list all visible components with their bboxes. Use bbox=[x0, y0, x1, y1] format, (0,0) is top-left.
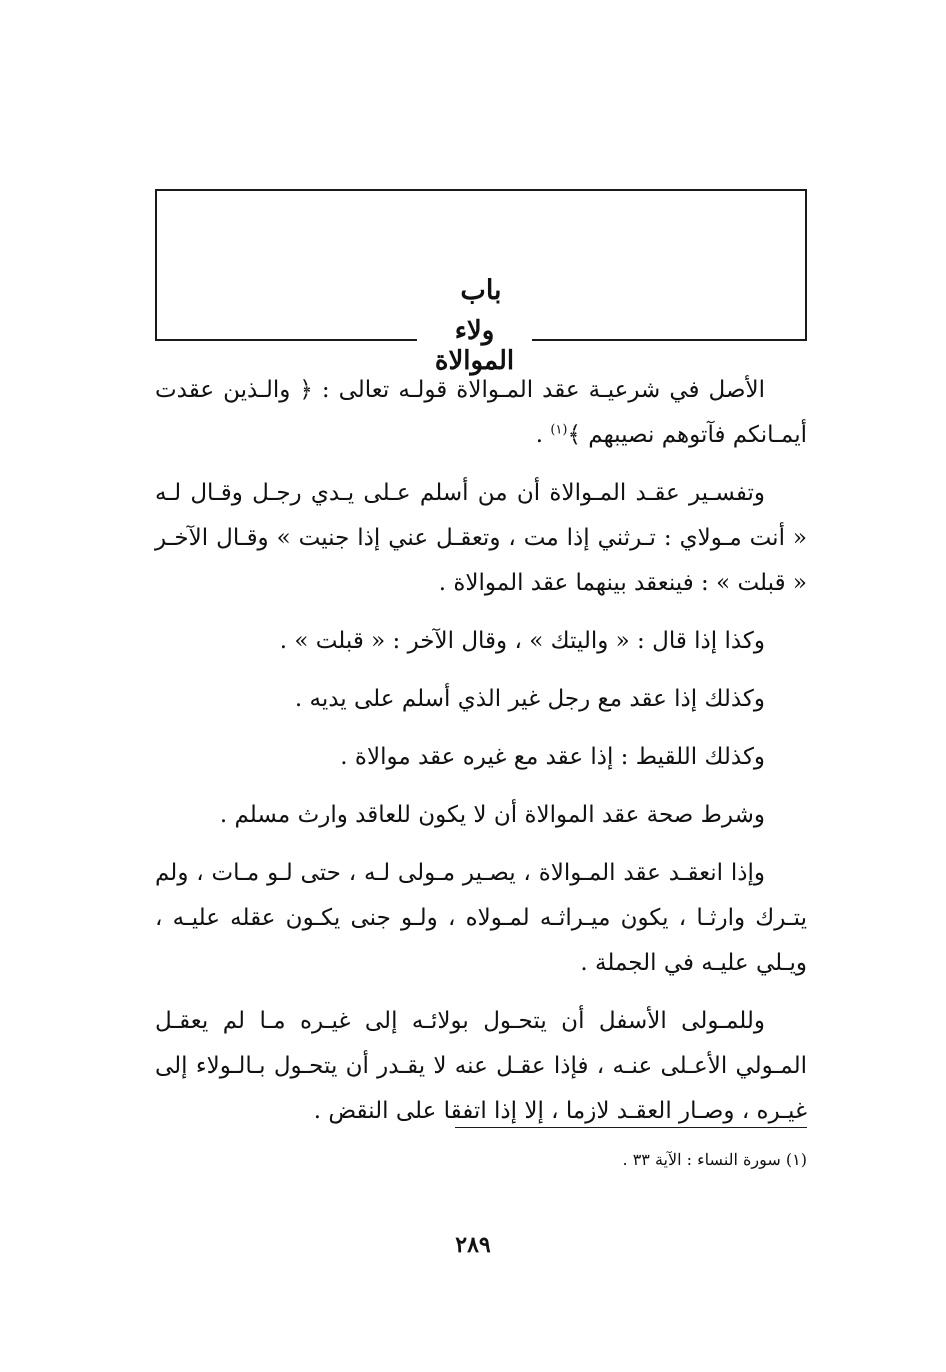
paragraph-text: الأصل في شرعيـة عقد المـوالاة قولـه تعالى : ﴿ والـذين عقدت أيمـانكم فآتوهم نصيبهم ﴾ bbox=[155, 377, 807, 448]
chapter-title: ولاء الموالاة bbox=[434, 316, 515, 376]
body-text bbox=[155, 368, 807, 1147]
paragraph: وكذلك إذا عقد مع رجل غير الذي أسلم على يديه . bbox=[294, 686, 765, 712]
paragraph: وإذا انعقـد عقد المـوالاة ، يصـير مـولى لـه ، حتى لـو مـات ، ولم يتـرك وارثـا ، يكون ميـراثـه لمـولاه ، ولـو جنى يكـون عقله عليـه ، ويـلي عليـه في الجملة . bbox=[155, 860, 807, 976]
paragraph: وكذلك اللقيط : إذا عقد مع غيره عقد موالاة . bbox=[340, 744, 765, 770]
chapter-label: باب bbox=[460, 275, 502, 306]
paragraph: وللمـولى الأسفل أن يتحـول بولائـه إلى غيـره مـا لم يعقـل المـولي الأعـلى عنـه ، فإذا عقـل عنه لا يقـدر أن يتحـول بـالـولاء إلى غيـره ، وصـار العقـد لازما ، إلا إذا اتفقا على النقض . bbox=[155, 1008, 807, 1124]
chapter-title-row bbox=[155, 316, 807, 376]
title-rule-left bbox=[155, 339, 417, 341]
paragraph bbox=[155, 368, 807, 458]
paragraph: وتفسـير عقـد المـوالاة أن من أسلم عـلى يـدي رجـل وقـال لـه « أنت مـولاي : تـرثني إذا مت ، وتعقـل عني إذا جنيت » وقـال الآخـر « قبلت » : فينعقد بينهما عقد الموالاة . bbox=[155, 480, 807, 596]
footnote-divider bbox=[455, 1127, 807, 1128]
paragraph: وشرط صحة عقد الموالاة أن لا يكون للعاقد وارث مسلم . bbox=[219, 802, 765, 828]
footnote: (١) سورة النساء : الآية ٣٣ . bbox=[622, 1150, 807, 1169]
title-rule-right bbox=[532, 339, 807, 341]
page-number: ٢٨٩ bbox=[455, 1232, 491, 1258]
footnote-marker: (١) bbox=[550, 422, 568, 438]
paragraph-tail: . bbox=[535, 422, 551, 448]
paragraph: وكذا إذا قال : « واليتك » ، وقال الآخر : « قبلت » . bbox=[279, 628, 765, 654]
